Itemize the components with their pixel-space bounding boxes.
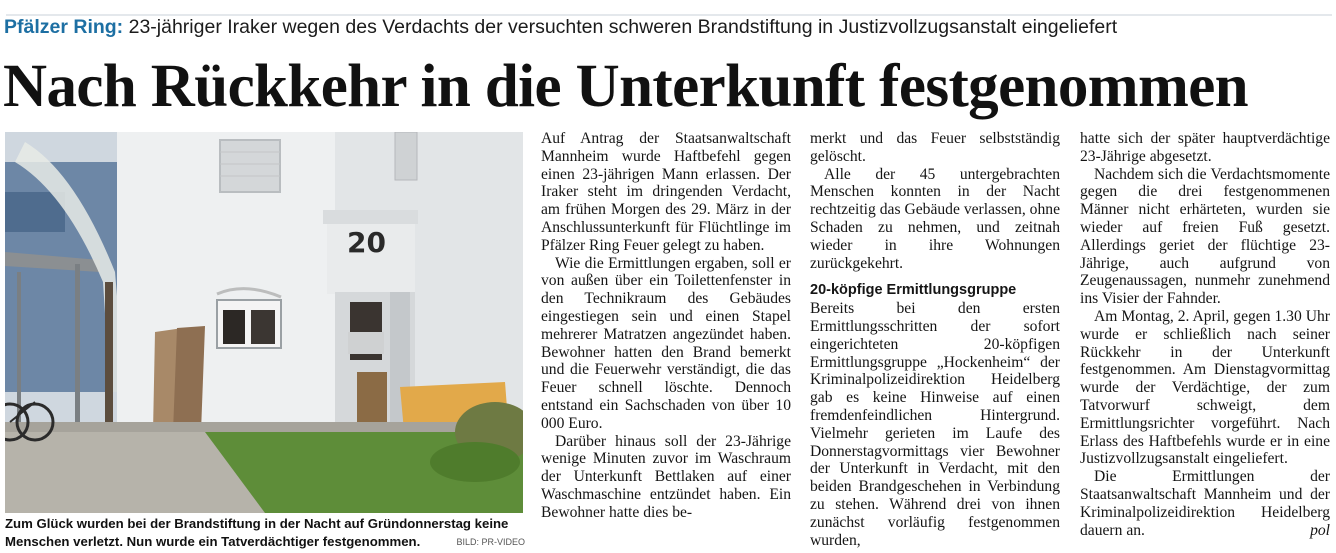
paragraph: Alle der 45 untergebrachten Menschen konnten in der Nacht rechtzeitig das Gebäude verlassen, ohne Schaden zu nehmen, und zeitnah wieder in ihre Wohnungen zurückgekehrt. [810,165,1060,272]
kicker-bar [0,0,1336,46]
author-initials: pol [1310,521,1330,539]
photo-caption [5,515,525,551]
paragraph: Wie die Ermittlungen ergaben, soll er von außen über ein Toilettenfenster in den Technikraum des Gebäudes eingestiegen sein und einen Stapel mehrerer Matratzen angezündet haben. Bewohner hatten den Brand bemerkt und die Feuerwehr verständigt, die das Feuer schnell löschte. Dennoch entstand ein Sachschaden von über 10 000 Euro. [541,254,791,432]
kicker-text: 23-jähriger Iraker wegen des Verdachts der versuchten schweren Brandstiftung in Justizvollzugsanstalt eingeliefert [123,16,1118,38]
paragraph [1080,468,1330,539]
photo-illustration [5,132,523,513]
paragraph: hatte sich der später hauptverdächtige 23-Jährige abgesetzt. [1080,130,1330,165]
paragraph: merkt und das Feuer selbstständig gelöscht. [810,130,1060,165]
paragraph: Bereits bei den ersten Ermittlungsschritten der sofort eingerichteten 20-köpfigen Ermittlungsgruppe „Hockenheim“ der Kriminalpolizeidirektion Heidelberg gab es keine Hinweise auf einen fremdenfeindlichen Hintergrund. Vielmehr gerieten im Laufe des Donnerstagvormittags vier Bewohner der Unterkunft in Verdacht, mit den beiden Brandgeschehen in Verbindung zu stehen. Während drei von ihnen zunächst vorläufig festgenommen wurden, [810,300,1060,549]
article-column-3 [1080,130,1330,539]
house-number: 20 [347,226,386,259]
photo-credit: BILD: PR-VIDEO [456,537,525,547]
paragraph: Nachdem sich die Verdachtsmomente gegen die drei festgenommenen Männer nicht erhärteten, wurden sie wieder auf freien Fuß gesetzt. Allerdings geriet der flüchtige 23-Jährige, auch aufgrund von Zeugenaussagen, nunmehr zunehmend ins Visier der Fahnder. [1080,165,1330,308]
kicker-keyword: Pfälzer Ring: [4,16,124,38]
article-column-2 [810,130,1060,549]
paragraph: Am Montag, 2. April, gegen 1.30 Uhr wurde er schließlich nach seiner Rückkehr in der Unterkunft festgenommen. Am Dienstagvormittag wurde der Verdächtige, der zum Tatvorwurf schweigt, dem Ermittlungsrichter vorgeführt. Nach Erlass des Haftbefehls wurde er in eine Justizvollzugsanstalt eingeliefert. [1080,307,1330,468]
closing-paragraph-text: Die Ermittlungen der Staatsanwaltschaft Mannheim und der Kriminalpolizeidirektion Heidelberg dauern an. [1080,468,1330,539]
caption-text: Zum Glück wurden bei der Brandstiftung in der Nacht auf Gründonnerstag keine Menschen verletzt. Nun wurde ein Tatverdächtiger festgenommen. [5,516,509,549]
article-photo [5,132,523,513]
paragraph: Darüber hinaus soll der 23-Jährige wenige Minuten zuvor im Waschraum der Unterkunft Bettlaken auf einer Waschmaschine entzündet haben. Ein Bewohner hatte dies be- [541,432,791,521]
article-column-1 [541,130,791,522]
paragraph: Auf Antrag der Staatsanwaltschaft Mannheim wurde Haftbefehl gegen einen 23-jährigen Mann erlassen. Der Iraker steht im dringenden Verdacht, am frühen Morgen des 29. März in der Anschlussunterkunft für Flüchtlinge im Pfälzer Ring Feuer gelegt zu haben. [541,130,791,254]
subheading: 20-köpfige Ermittlungsgruppe [810,282,1017,299]
headline: Nach Rückkehr in die Unterkunft festgenommen [3,53,1249,120]
kicker-line [4,16,1117,39]
